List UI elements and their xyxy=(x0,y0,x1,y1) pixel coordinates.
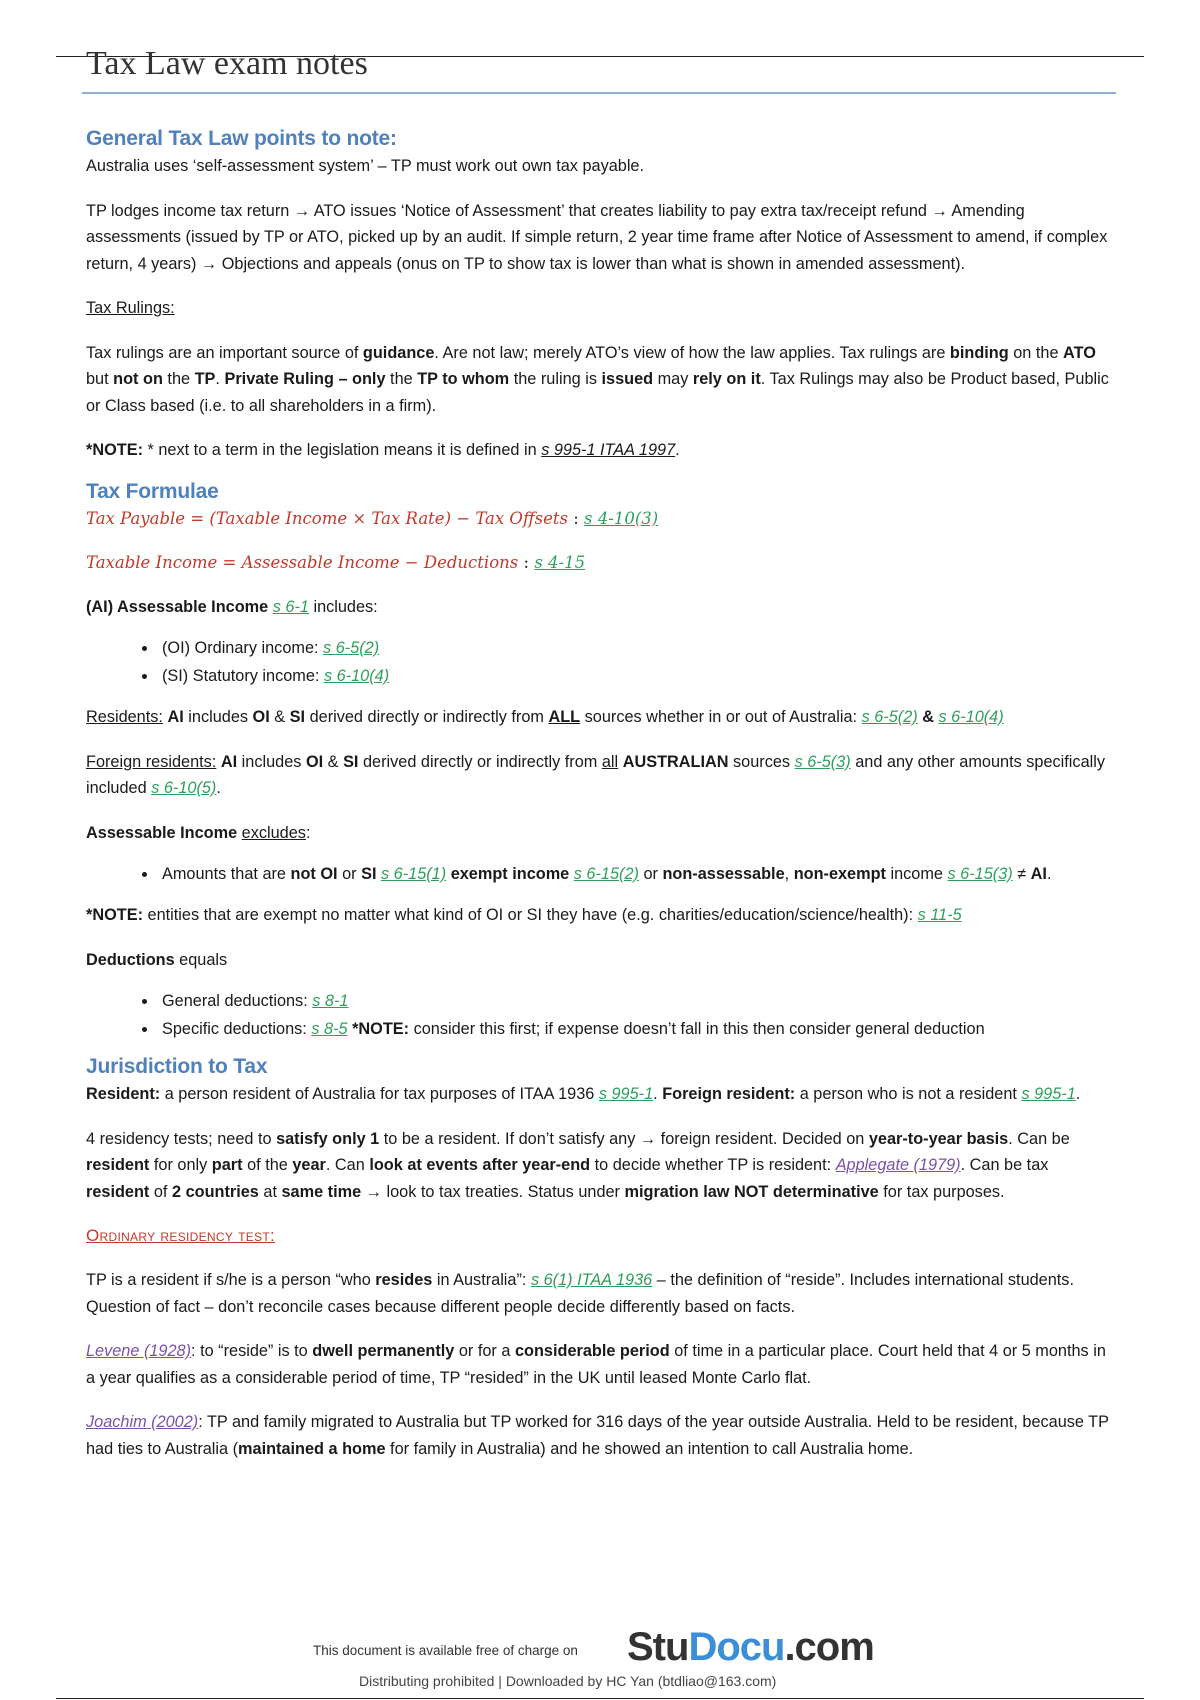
jurisdiction-p1: Resident: a person resident of Australia for tax purposes of ITAA 1936 s 995-1. Foreign resident: a person who is not a resident s 995-1. xyxy=(86,1085,1081,1103)
ref-s8-5[interactable]: s 8-5 xyxy=(311,1020,348,1038)
ref-s4-10-3[interactable]: s 4-10(3) xyxy=(584,508,659,528)
jurisdiction-p4: Levene (1928): to “reside” is to dwell permanently or for a considerable period of time in a particular place. Court held that 4 or 5 months in a year qualifies as a considerable period of time, TP “resided” in the UK until leased Monte Carlo flat. xyxy=(86,1342,1106,1387)
general-p1: Australia uses ‘self-assessment system’ – TP must work out own tax payable. xyxy=(86,157,645,175)
ref-s995-1[interactable]: s 995-1 xyxy=(598,1085,654,1103)
case-applegate[interactable]: Applegate (1979) xyxy=(835,1156,961,1174)
ref-s6-10-4[interactable]: s 6-10(4) xyxy=(938,708,1004,726)
assessable-income-excludes: Assessable Income excludes: xyxy=(86,823,311,842)
list-item: • Specific deductions: s 8-5 *NOTE: consider this first; if expense doesn’t fall in this then consider general deduction xyxy=(158,1015,1116,1043)
tax-rulings-label: Tax Rulings: xyxy=(86,299,175,317)
document-title: Tax Law exam notes xyxy=(86,45,368,82)
ref-s6-15-1[interactable]: s 6-15(1) xyxy=(381,865,447,883)
studocu-footer xyxy=(0,1615,1200,1695)
ref-s6-5-3[interactable]: s 6-5(3) xyxy=(794,752,851,771)
formula-taxable-income: Taxable Income = Assessable Income − Deductions : s 4-15 xyxy=(86,552,586,572)
note-exempt-entities: *NOTE: entities that are exempt no matter what kind of OI or SI they have (e.g. charities/education/science/health): s 11-5 xyxy=(86,906,962,924)
deductions-list xyxy=(86,987,1116,1043)
ref-s6-1[interactable]: s 6-1 xyxy=(272,597,309,616)
income-types-list xyxy=(86,634,1116,690)
footer-download-info: Distributing prohibited | Downloaded by HC Yan (btdliao@163.com) xyxy=(359,1673,777,1689)
ref-s11-5[interactable]: s 11-5 xyxy=(917,906,962,924)
heading-ordinary-residency: Ordinary residency test: xyxy=(86,1226,276,1245)
title-underline xyxy=(82,92,1116,94)
heading-general: General Tax Law points to note: xyxy=(86,127,397,150)
case-levene[interactable]: Levene (1928) xyxy=(86,1342,192,1360)
ref-s6-15-3[interactable]: s 6-15(3) xyxy=(947,865,1013,883)
foreign-residents-paragraph: Foreign residents: AI includes OI & SI derived directly or indirectly from all AUSTRALIAN sources s 6-5(3) and any other amounts specifically included s 6-10(5). xyxy=(86,752,1105,797)
ref-s4-15[interactable]: s 4-15 xyxy=(534,552,586,572)
document-content xyxy=(86,125,1116,1462)
ref-s6-15-2[interactable]: s 6-15(2) xyxy=(573,865,639,883)
list-item: • (OI) Ordinary income: s 6-5(2) xyxy=(158,634,1116,662)
note-defined-term: *NOTE: * next to a term in the legislation means it is defined in s 995-1 ITAA 1997. xyxy=(86,441,680,459)
bottom-border-line xyxy=(56,1698,1144,1699)
ref-s6-5-2[interactable]: s 6-5(2) xyxy=(861,708,918,726)
ref-s6-5-2[interactable]: s 6-5(2) xyxy=(323,639,380,657)
ref-s6-1-itaa1936[interactable]: s 6(1) ITAA 1936 xyxy=(530,1271,653,1289)
jurisdiction-p2: 4 residency tests; need to satisfy only 1 to be a resident. If don’t satisfy any → foreign resident. Decided on year-to-year basis. Can be resident for only part of the year. Can look at events after year-end to decide whether TP is resident: Applegate (1979). Can be tax resident of 2 countries at same time → look to tax treaties. Status under migration law NOT determinative for tax purposes. xyxy=(86,1129,1070,1201)
jurisdiction-p3: TP is a resident if s/he is a person “who resides in Australia”: s 6(1) ITAA 1936 – the definition of “reside”. Includes international students. Question of fact – don’t reconcile cases because different people decide differently based on facts. xyxy=(86,1271,1074,1316)
heading-tax-formulae: Tax Formulae xyxy=(86,479,219,503)
assessable-income-intro: (AI) Assessable Income s 6-1 includes: xyxy=(86,597,378,616)
footer-available-text: This document is available free of charge on xyxy=(313,1643,578,1658)
residents-paragraph: Residents: AI includes OI & SI derived directly or indirectly from ALL sources whether in or out of Australia: s 6-5(2) & s 6-10(4) xyxy=(86,708,1004,726)
formula-tax-payable: Tax Payable = (Taxable Income × Tax Rate) − Tax Offsets : s 4-10(3) xyxy=(86,508,659,528)
jurisdiction-p5: Joachim (2002): TP and family migrated to Australia but TP worked for 316 days of the year outside Australia. Held to be resident, because TP had ties to Australia (maintained a home for family in Australia) and he showed an intention to call Australia home. xyxy=(86,1413,1109,1458)
general-p2: TP lodges income tax return → ATO issues ‘Notice of Assessment’ that creates liability to pay extra tax/receipt refund → Amending assessments (issued by TP or ATO, picked up by an audit. If simple return, 2 year time frame after Notice of Assessment to amend, if complex return, 4 years) → Objections and appeals (onus on TP to show tax is lower than what is shown in amended assessment). xyxy=(86,201,1108,273)
ref-s8-1[interactable]: s 8-1 xyxy=(312,992,349,1010)
ref-s995-1[interactable]: s 995-1 xyxy=(1021,1085,1076,1103)
list-item: • (SI) Statutory income: s 6-10(4) xyxy=(158,662,1116,690)
studocu-logo[interactable]: StuDocu.com xyxy=(627,1625,874,1669)
list-item: • General deductions: s 8-1 xyxy=(158,987,1116,1015)
case-joachim[interactable]: Joachim (2002) xyxy=(86,1413,199,1431)
excludes-list xyxy=(86,860,1116,888)
list-item: • Amounts that are not OI or SI s 6-15(1) exempt income s 6-15(2) or non-assessable, non-exempt income s 6-15(3) ≠ AI. xyxy=(158,860,1116,888)
ref-s995-1-itaa1997[interactable]: s 995-1 ITAA 1997 xyxy=(541,441,676,459)
tax-rulings-paragraph: Tax rulings are an important source of guidance. Are not law; merely ATO’s view of how the law applies. Tax rulings are binding on the ATO but not on the TP. Private Ruling – only the TP to whom the ruling is issued may rely on it. Tax Rulings may also be Product based, Public or Class based (i.e. to all shareholders in a firm). xyxy=(86,343,1109,415)
deductions-intro: Deductions equals xyxy=(86,950,228,969)
ref-s6-10-5[interactable]: s 6-10(5) xyxy=(151,779,217,797)
ref-s6-10-4[interactable]: s 6-10(4) xyxy=(323,667,390,685)
heading-jurisdiction: Jurisdiction to Tax xyxy=(86,1055,268,1078)
